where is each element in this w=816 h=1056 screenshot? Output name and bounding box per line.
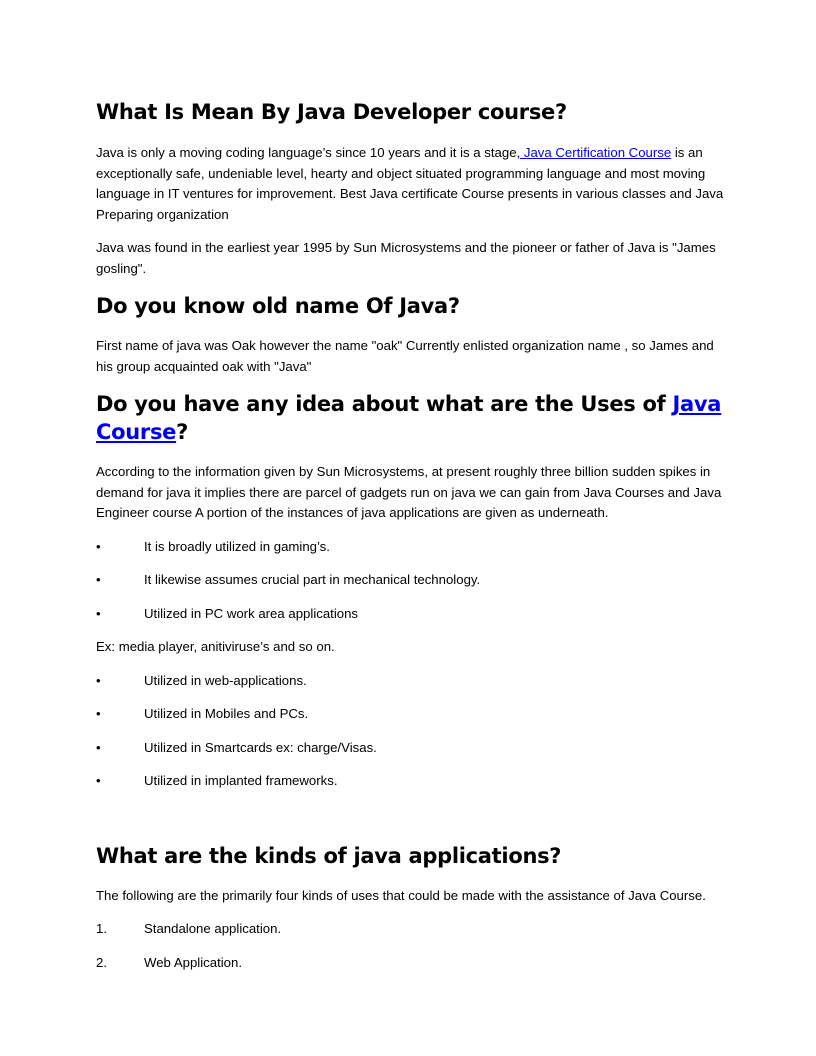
document-page	[96, 96, 726, 973]
list-item	[96, 953, 726, 974]
list-item	[96, 919, 726, 940]
bullet-marker: •	[96, 773, 101, 788]
list-item-text: It likewise assumes crucial part in mechanical technology.	[144, 572, 481, 587]
list-item-text: It is broadly utilized in gaming’s.	[144, 538, 330, 554]
heading-old-name: Do you know old name Of Java?	[96, 294, 460, 318]
bullet-marker: •	[96, 538, 101, 554]
heading-java-developer-course: What Is Mean By Java Developer course?	[96, 100, 567, 124]
list-item	[96, 738, 726, 759]
paragraph-example: Ex: media player, anitiviruse’s and so on.	[96, 639, 335, 654]
list-item-text: Utilized in implanted frameworks.	[144, 773, 338, 788]
list-item	[96, 570, 726, 591]
list-item	[96, 537, 726, 558]
list-item-text: Utilized in web-applications.	[144, 672, 307, 688]
bullet-marker: •	[96, 605, 101, 621]
list-item	[96, 604, 726, 625]
kinds-list	[96, 919, 726, 973]
list-item	[96, 771, 726, 792]
bullet-marker: •	[96, 739, 101, 755]
heading-uses-end: ?	[176, 420, 188, 444]
list-item-text: Web Application.	[144, 954, 242, 970]
java-course-link[interactable]: Java Course	[96, 392, 722, 444]
list-item	[96, 704, 726, 725]
list-item-text: Standalone application.	[144, 921, 282, 936]
uses-list-a	[96, 537, 726, 625]
heading-uses-text: Do you have any idea about what are the Uses of	[96, 392, 673, 416]
paragraph-java-intro	[96, 143, 726, 225]
paragraph-java-intro-rest: is an exceptionally safe, undeniable level, hearty and object situated programming language and most moving language in IT ventures for improvement. Best Java certificate Course presents in various classes and Java Preparing organization	[96, 145, 724, 222]
paragraph-java-history: Java was found in the earliest year 1995 by Sun Microsystems and the pioneer or father of Java is "James gosling".	[96, 240, 716, 276]
bullet-marker: •	[96, 706, 101, 721]
paragraph-kinds: The following are the primarily four kinds of uses that could be made with the assistance of Java Course.	[96, 887, 706, 903]
bullet-marker: •	[96, 572, 101, 587]
paragraph-old-name: First name of java was Oak however the name "oak" Currently enlisted organization name , so James and his group acquainted oak with "Java"	[96, 338, 714, 374]
list-item-text: Utilized in PC work area applications	[144, 605, 359, 621]
java-certification-course-link[interactable]: , Java Certification Course	[516, 145, 672, 160]
heading-kinds-of-applications: What are the kinds of java applications?	[96, 843, 562, 868]
paragraph-uses: According to the information given by Sun Microsystems, at present roughly three billion sudden spikes in demand for java it implies there are parcel of gadgets run on java we can gain from Java Courses and Java Engineer course A portion of the instances of java applications are given as underneath.	[96, 464, 722, 520]
list-number: 1.	[96, 921, 107, 936]
list-item	[96, 671, 726, 692]
paragraph-java-intro-start: Java is only a moving coding language’s since 10 years and it is a stage	[96, 145, 517, 160]
heading-uses-of-java	[96, 390, 726, 446]
list-number: 2.	[96, 954, 107, 970]
list-item-text: Utilized in Mobiles and PCs.	[144, 706, 309, 721]
uses-list-b	[96, 671, 726, 792]
list-item-text: Utilized in Smartcards ex: charge/Visas.	[144, 739, 377, 755]
bullet-marker: •	[96, 672, 101, 688]
